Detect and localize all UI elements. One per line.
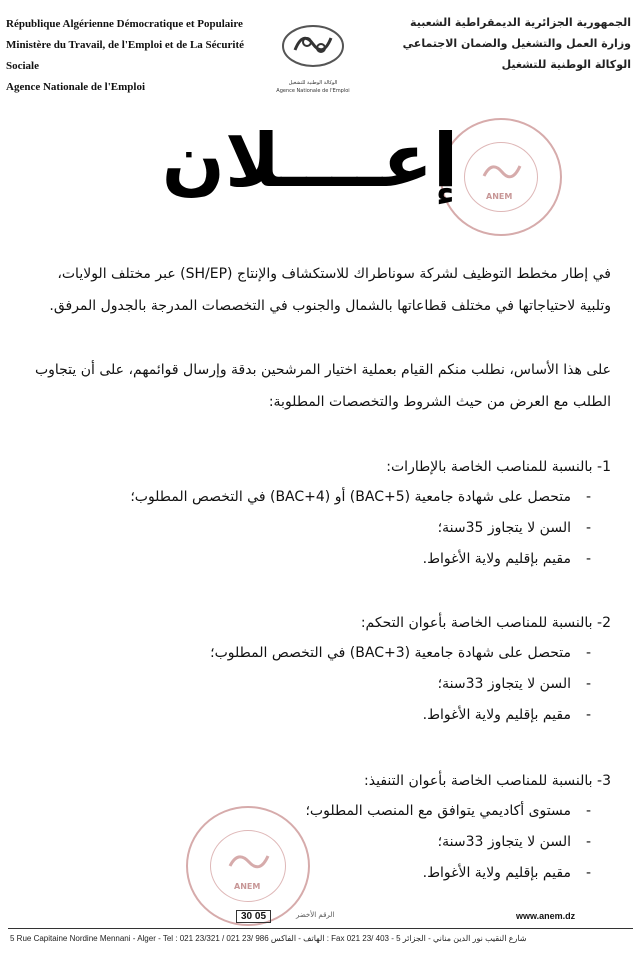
list-item: - متحصل على شهادة جامعية (BAC+5) أو (BAC+4) في التخصص المطلوب؛	[28, 482, 611, 513]
intro-paragraph: في إطار مخطط التوظيف لشركة سوناطراك للاستكشاف والإنتاج (SH/EP) عبر مختلف الولايات، وتلبية لاحتياجاتها في مختلف قطاعاتها بالشمال والجنوب في التخصصات المدرجة بالجدول المرفق.	[49, 266, 611, 314]
header-french	[6, 14, 276, 98]
anem-logo-icon	[273, 20, 353, 76]
green-number-label: الرقم الأخضر	[296, 911, 335, 919]
section-heading: 3- بالنسبة للمناصب الخاصة بأعوان التنفيذ:	[364, 773, 611, 789]
footer-address: 5 Rue Capitaine Nordine Mennani - Alger - Tel : 021 23/321 / 021 23/ 986 الهاتف - الفاكس : Fax 021 23/ 403 - 5 شارع النقيب نور الدين مناني - الجزائر	[10, 934, 527, 943]
header-ar-ministry: وزارة العمل والتشغيل والضمان الاجتماعي	[402, 37, 631, 50]
list-item: - مستوى أكاديمي يتوافق مع المنصب المطلوب؛	[28, 796, 611, 827]
section-supervisors	[28, 608, 611, 731]
footer-top	[236, 908, 606, 926]
header-fr-republic: République Algérienne Démocratique et Populaire	[6, 18, 243, 30]
header-fr-agency: Agence Nationale de l'Emploi	[6, 81, 146, 93]
list-item: - السن لا يتجاوز 33سنة؛	[28, 827, 611, 858]
footer-divider	[8, 928, 633, 929]
green-number: 30 05	[236, 910, 271, 923]
stamp-logo-icon	[480, 158, 524, 188]
section-executives	[28, 452, 611, 575]
header-arabic	[381, 12, 631, 75]
section-heading: 2- بالنسبة للمناصب الخاصة بأعوان التحكم:	[360, 615, 611, 631]
basis-paragraph: على هذا الأساس، نطلب منكم القيام بعملية اختيار المرشحين بدقة وإرسال قوائمهم، على أن يتجاوب الطلب مع العرض من حيث الشروط والتخصصات المطلوبة:	[34, 362, 611, 410]
logo-caption-fr: Agence Nationale de l'Emploi	[276, 88, 350, 94]
logo-caption-ar: الوكالة الوطنية للتشغيل	[288, 80, 338, 86]
header-ar-republic: الجمهورية الجزائرية الديمقراطية الشعبية	[410, 16, 631, 29]
header-fr-ministry: Ministère du Travail, de l'Emploi et de La Sécurité Sociale	[6, 39, 245, 72]
list-item: - السن لا يتجاوز 35سنة؛	[28, 513, 611, 544]
stamp-label: ANEM	[234, 882, 261, 891]
announcement-title: إعــــلان	[161, 118, 459, 204]
section-heading: 1- بالنسبة للمناصب الخاصة بالإطارات:	[386, 459, 611, 475]
list-item: - متحصل على شهادة جامعية (BAC+3) في التخصص المطلوب؛	[28, 638, 611, 669]
header-ar-agency: الوكالة الوطنية للتشغيل	[501, 58, 631, 71]
stamp-logo-icon	[226, 848, 272, 878]
section-executors	[28, 766, 611, 889]
list-item: - السن لا يتجاوز 33سنة؛	[28, 669, 611, 700]
anem-logo	[268, 20, 358, 94]
list-item: - مقيم بإقليم ولاية الأغواط.	[28, 700, 611, 731]
website-link[interactable]: www.anem.dz	[516, 911, 576, 921]
list-item: - مقيم بإقليم ولاية الأغواط.	[28, 858, 611, 889]
stamp-label: ANEM	[486, 192, 513, 201]
list-item: - مقيم بإقليم ولاية الأغواط.	[28, 544, 611, 575]
